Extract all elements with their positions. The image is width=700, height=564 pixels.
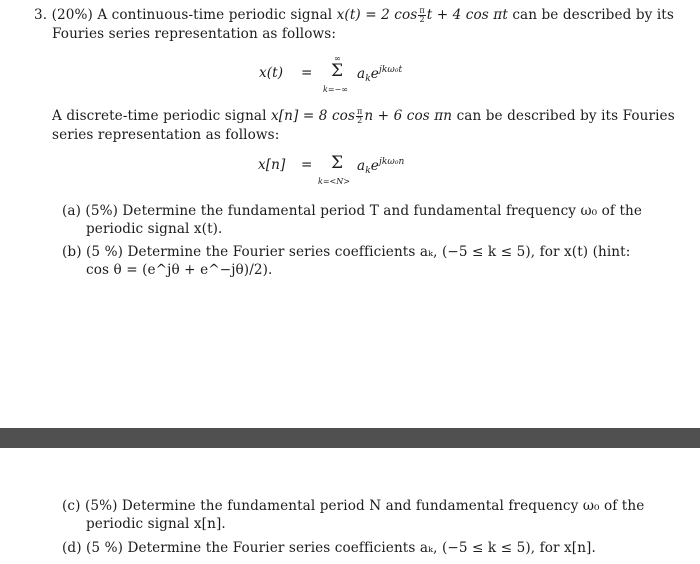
- part-a-line2: periodic signal x(t).: [86, 221, 223, 237]
- intro-text: A continuous-time periodic signal: [97, 7, 333, 23]
- dt-intro-line1: [52, 108, 675, 125]
- dt-frac-num: π: [357, 107, 363, 116]
- ct-sigma: Σ: [331, 61, 344, 81]
- dt-eq-lhs: x[n]: [258, 157, 286, 173]
- part-c-line2: periodic signal x[n].: [86, 516, 226, 532]
- ct-frac-num: π: [419, 6, 425, 15]
- ct-coef: a: [357, 66, 366, 82]
- dt-exp-base: e: [370, 158, 379, 174]
- dt-exponent: jkω₀n: [378, 157, 405, 167]
- part-a-line1: (a) (5%) Determine the fundamental period T and fundamental frequency ω₀ of the: [62, 203, 643, 219]
- ct-exp-base: e: [370, 66, 379, 82]
- intro-line2: Fouries series representation as follows:: [52, 26, 337, 42]
- ct-sum-lower: k=−∞: [323, 85, 348, 94]
- ct-signal-lhs: x(t) = 2 cos: [336, 7, 418, 23]
- ct-signal-rhs: t + 4 cos πt: [426, 7, 508, 23]
- part-b-line2: cos θ = (e^jθ + e^−jθ)/2).: [86, 262, 273, 278]
- ct-exponent: jkω₀t: [378, 65, 403, 75]
- part-d-line1: (d) (5 %) Determine the Fourier series coefficients aₖ, (−5 ≤ k ≤ 5), for x[n].: [62, 540, 596, 556]
- dt-eq-sign: =: [301, 157, 313, 173]
- ct-eq-lhs: x(t): [259, 65, 284, 81]
- dt-eq-rhs: [357, 157, 404, 176]
- dt-signal-rhs: n + 6 cos πn: [364, 108, 453, 124]
- part-c-line1: (c) (5%) Determine the fundamental period N and fundamental frequency ω₀ of the: [62, 498, 645, 514]
- dt-sum-lower: k=<N>: [318, 177, 350, 186]
- ct-coef-sub: k: [365, 74, 371, 84]
- ct-frac-den: 2: [419, 15, 425, 24]
- dt-sigma: Σ: [331, 153, 344, 173]
- dt-intro: A discrete-time periodic signal: [52, 108, 267, 124]
- page-divider: [0, 428, 700, 448]
- dt-signal-lhs: x[n] = 8 cos: [271, 108, 356, 124]
- dt-intro-end: can be described by its Fouries: [456, 108, 675, 124]
- dt-coef-sub: k: [365, 166, 371, 176]
- dt-frac-den: 2: [357, 116, 363, 125]
- problem-number: 3.: [34, 7, 48, 23]
- dt-fraction: [356, 108, 363, 125]
- intro-text-end: can be described by its: [512, 7, 674, 23]
- dt-coef: a: [357, 158, 366, 174]
- problem-intro-line1: [34, 7, 674, 24]
- ct-eq-rhs: [357, 65, 402, 84]
- ct-eq-sign: =: [301, 65, 313, 81]
- problem-weight: (20%): [51, 7, 93, 23]
- ct-sum-upper: ∞: [334, 54, 341, 63]
- dt-intro-line2: series representation as follows:: [52, 127, 280, 143]
- ct-fraction: [418, 7, 425, 24]
- part-b-line1: (b) (5 %) Determine the Fourier series coefficients aₖ, (−5 ≤ k ≤ 5), for x(t) (hint:: [62, 244, 631, 260]
